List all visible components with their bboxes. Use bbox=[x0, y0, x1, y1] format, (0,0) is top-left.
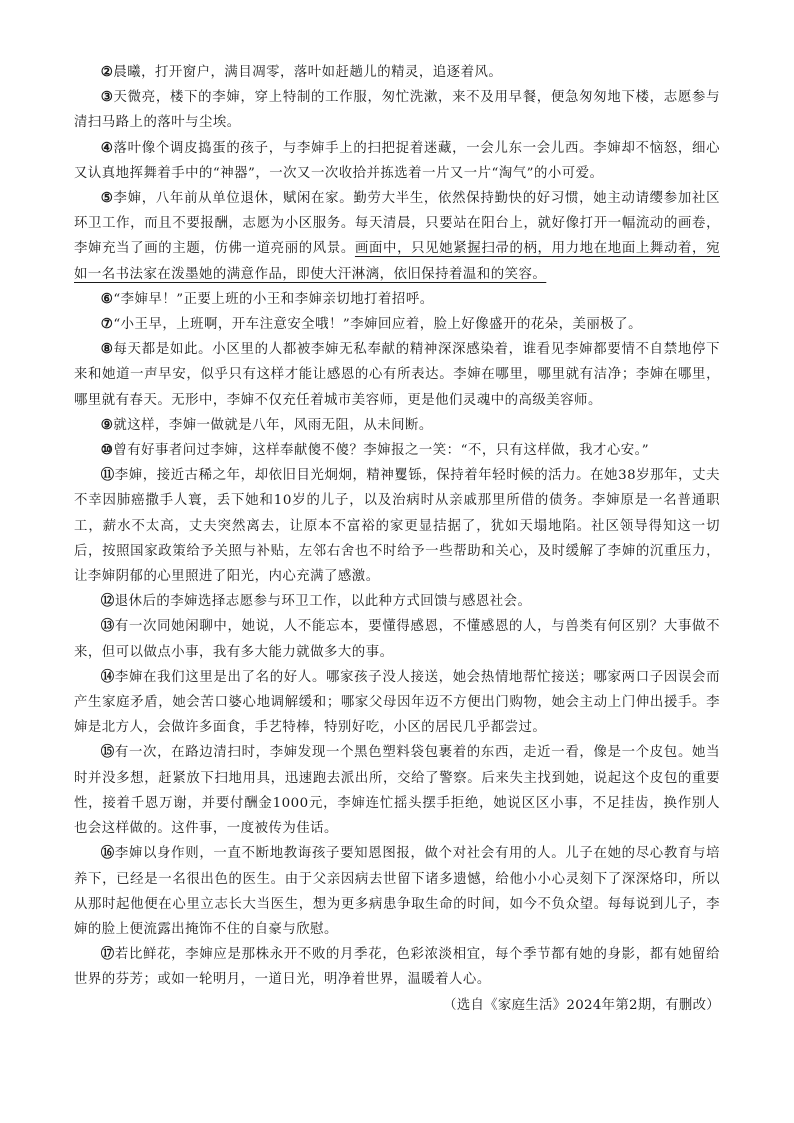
paragraph-number: ⑯ bbox=[100, 845, 115, 862]
paragraph-2 bbox=[74, 60, 720, 85]
paragraph-number: ⑰ bbox=[100, 946, 115, 963]
underlined-sentence: 画面中，只见她紧握扫帚的柄，用力地在地面上舞动着，宛如一名书法家在泼墨她的满意作品，即使大汗淋漓，依旧保持着温和的笑容。 bbox=[74, 241, 720, 282]
paragraph-text: 落叶像个调皮捣蛋的孩子，与李婶手上的扫把捉着迷藏，一会儿东一会儿西。李婶却不恼怒，细心又认真地挥舞着手中的“神器”，一次又一次收拾并拣选着一片又一片“淘气”的小可爱。 bbox=[74, 140, 720, 181]
paragraph-text: 每天都是如此。小区里的人都被李婶无私奉献的精神深深感染着，谁看见李婶都要情不自禁地停下来和她道一声早安，似乎只有这样才能让感恩的心有所表达。李婶在哪里，哪里就有洁净；李婶在哪里，哪里就有春天。无形中，李婶不仅充任着城市美容师，更是他们灵魂中的高级美容师。 bbox=[74, 342, 720, 408]
source-citation: （选自《家庭生活》2024年第2期，有删改） bbox=[443, 997, 720, 1013]
paragraph-number: ⑥ bbox=[100, 290, 114, 307]
paragraph-number: ② bbox=[100, 64, 114, 80]
paragraph-3 bbox=[74, 85, 720, 135]
paragraph-text: “李婶早！”正要上班的小王和李婶亲切地打着招呼。 bbox=[113, 291, 434, 307]
paragraph-number: ⑧ bbox=[100, 341, 114, 358]
paragraph-13 bbox=[74, 614, 720, 664]
paragraph-number: ④ bbox=[100, 139, 114, 156]
paragraph-number: ⑨ bbox=[100, 416, 114, 433]
paragraph-text: 就这样，李婶一做就是八年，风雨无阻，从未间断。 bbox=[113, 417, 433, 433]
paragraph-text: 李婶以身作则，一直不断地教诲孩子要知恩图报，做个对社会有用的人。儿子在她的尽心教育与培养下，已经是一名很出色的医生。由于父亲因病去世留下诸多遗憾，给他小小心灵刻下了深深烙印，所以从那时起他便在心里立志长大当医生，想为更多病患争取生命的时间，如今不负众望。每每说到儿子，李婶的脸上便流露出掩饰不住的自豪与欣慰。 bbox=[74, 846, 720, 937]
paragraph-17 bbox=[74, 942, 720, 992]
paragraph-number: ⑬ bbox=[100, 618, 115, 635]
paragraph-number: ③ bbox=[100, 89, 114, 106]
paragraph-text: 李婶在我们这里是出了名的好人。哪家孩子没人接送，她会热情地帮忙接送；哪家两口子因误会而产生家庭矛盾，她会苦口婆心地调解缓和；哪家父母因年迈不方便出门购物，她会主动上门伸出援手。李婶是北方人，会做许多面食，手艺特棒，特别好吃，小区的居民几乎都尝过。 bbox=[74, 669, 720, 736]
paragraph-10 bbox=[74, 438, 720, 463]
paragraph-14 bbox=[74, 665, 720, 741]
paragraph-11 bbox=[74, 463, 720, 589]
paragraph-text: 李婶，八年前从单位退休，赋闲在家。勤劳大半生，依然保持勤快的好习惯，她主动请缨参加社区环卫工作，而且不要报酬，志愿为小区服务。每天清晨，只要站在阳台上，就好像打开一幅流动的画卷，李婶充当了画的主题，仿佛一道亮丽的风景。 bbox=[74, 191, 720, 257]
paragraph-9 bbox=[74, 413, 720, 438]
paragraph-text: 若比鲜花，李婶应是那株永开不败的月季花，色彩浓淡相宜，每个季节都有她的身影，都有她留给世界的芬芳；或如一轮明月，一道日光，明净着世界，温暖着人心。 bbox=[74, 947, 720, 988]
paragraph-12 bbox=[74, 589, 720, 614]
paragraph-number: ⑮ bbox=[100, 744, 115, 761]
paragraph-number: ⑩ bbox=[100, 442, 114, 459]
paragraph-number: ⑪ bbox=[100, 467, 115, 484]
paragraph-number: ⑭ bbox=[100, 668, 115, 685]
paragraph-text: 李婶，接近古稀之年，却依旧目光炯炯，精神矍铄，保持着年轻时候的活力。在她38岁那年，丈夫不幸因肺癌撒手人寰，丢下她和10岁的儿子，以及治病时从亲戚那里所借的债务。李婶原是一名普通职工，薪水不太高，丈夫突然离去，让原本不富裕的家更显拮据了，犹如天塌地陷。社区领导得知这一切后，按照国家政策给予关照与补贴，左邻右舍也不时给予一些帮助和关心，及时缓解了李婶的沉重压力，让李婶阴郁的心里照进了阳光，内心充满了感激。 bbox=[74, 468, 720, 585]
paragraph-text: “小王早，上班啊，开车注意安全哦！”李婶回应着，脸上好像盛开的花朵，美丽极了。 bbox=[113, 317, 642, 333]
paragraph-number: ⑫ bbox=[100, 593, 115, 610]
paragraph-number: ⑦ bbox=[100, 316, 114, 333]
paragraph-text: 有一次，在路边清扫时，李婶发现一个黑色塑料袋包裹着的东西，走近一看，像是一个皮包。她当时并没多想，赶紧放下扫地用具，迅速跑去派出所，交给了警察。后来失主找到她，说起这个皮包的重要性，接着千恩万谢，并要付酬金1000元，李婶连忙摇头摆手拒绝，她说区区小事，不足挂齿，换作别人也会这样做的。这件事，一度被传为佳话。 bbox=[74, 745, 720, 837]
paragraph-text: 退休后的李婶选择志愿参与环卫工作，以此种方式回馈与感恩社会。 bbox=[114, 594, 532, 610]
paragraph-5 bbox=[74, 186, 720, 287]
document-page bbox=[74, 60, 720, 1018]
paragraph-number: ⑤ bbox=[100, 190, 114, 207]
paragraph-text: 天微亮，楼下的李婶，穿上特制的工作服，匆忙洗漱，来不及用早餐，便急匆匆地下楼，志愿参与清扫马路上的落叶与尘埃。 bbox=[74, 90, 720, 131]
paragraph-4 bbox=[74, 136, 720, 186]
paragraph-15 bbox=[74, 740, 720, 841]
paragraph-text: 曾有好事者问过李婶，这样奉献傻不傻？李婶报之一笑：“不，只有这样做，我才心安。” bbox=[113, 443, 650, 459]
paragraph-text: 晨曦，打开窗户，满目凋零，落叶如赶趟儿的精灵，追逐着风。 bbox=[113, 65, 503, 80]
paragraph-6 bbox=[74, 287, 720, 312]
paragraph-text: 有一次同她闲聊中，她说，人不能忘本，要懂得感恩，不懂感恩的人，与兽类有何区别？大事做不来，但可以做点小事，我有多大能力就做多大的事。 bbox=[74, 619, 720, 660]
paragraph-7 bbox=[74, 312, 720, 337]
paragraph-8 bbox=[74, 337, 720, 413]
paragraph-16 bbox=[74, 841, 720, 942]
